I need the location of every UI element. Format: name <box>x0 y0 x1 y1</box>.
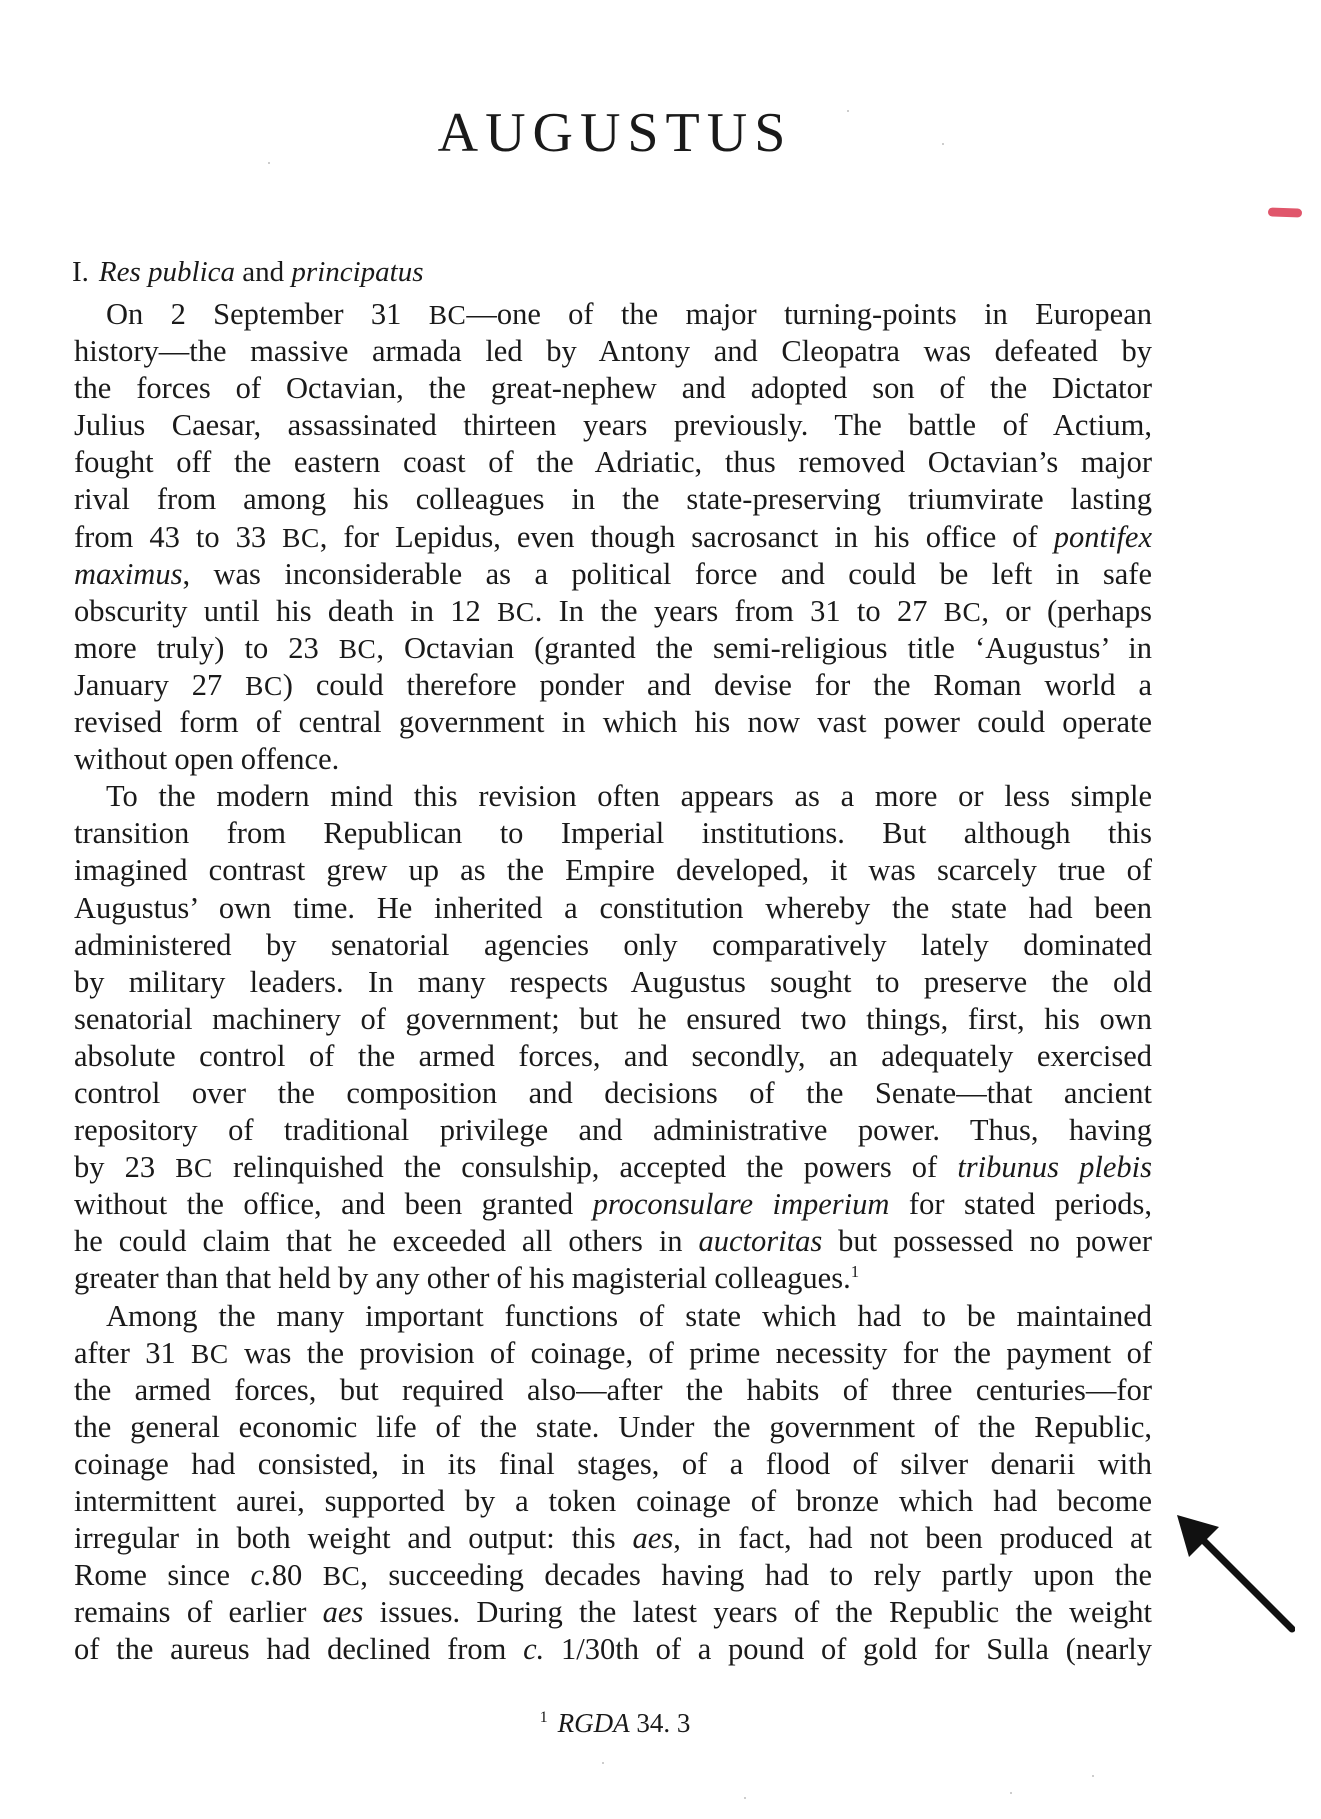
text-segment: fought off the eastern coast of the Adriatic, thus removed Octavian’s major <box>74 445 1152 480</box>
text-segment: tribunus plebis <box>957 1150 1152 1185</box>
text-segment: c. <box>523 1632 545 1667</box>
text-line <box>74 1260 1152 1297</box>
footnote <box>0 1708 1230 1739</box>
text-line <box>74 1001 1152 1038</box>
scan-speck <box>1010 1792 1012 1794</box>
text-segment: for stated periods, <box>889 1187 1152 1222</box>
text-segment: , succeeding decades having had to rely partly upon the <box>360 1558 1152 1593</box>
text-segment: , or (perhaps <box>981 593 1152 628</box>
scan-speck <box>268 162 270 164</box>
text-line <box>74 815 1152 852</box>
text-segment: BC <box>338 633 377 664</box>
text-segment: , Octavian (granted the semi-religious title ‘Augustus’ in <box>376 630 1152 665</box>
footnote-marker: 1 <box>539 1708 548 1726</box>
text-line <box>74 852 1152 889</box>
body-text <box>74 296 1152 1668</box>
text-segment: On 2 September 31 <box>106 297 429 331</box>
text-segment: BC <box>322 1561 361 1592</box>
text-segment: Among the many important functions of state which had to be maintained <box>106 1298 1152 1333</box>
text-line <box>74 296 1152 333</box>
text-segment: the forces of Octavian, the great-nephew and adopted son of the Dictator <box>74 371 1152 406</box>
text-segment: Augustus’ own time. He inherited a constitution whereby the state had been <box>74 890 1152 925</box>
text-segment: by 23 <box>74 1150 176 1185</box>
text-segment: repository of traditional privilege and administrative power. Thus, having <box>74 1113 1152 1148</box>
text-line <box>74 1149 1152 1186</box>
text-line <box>74 704 1152 741</box>
text-segment: 80 <box>271 1558 323 1593</box>
text-segment: , was inconsiderable as a political force and could be left in safe <box>182 556 1152 591</box>
text-segment: —one of the major turning-points in European <box>466 297 1152 331</box>
text-segment: BC <box>497 596 535 627</box>
text-line <box>74 407 1152 444</box>
text-segment: ) could therefore ponder and devise for the Roman world a <box>282 667 1152 702</box>
text-line <box>74 964 1152 1001</box>
text-segment: aes <box>632 1521 674 1556</box>
text-segment: Julius Caesar, assassinated thirteen years previously. The battle of Actium, <box>74 408 1152 443</box>
scan-speck <box>942 143 944 145</box>
text-segment: more truly) to 23 <box>74 630 339 665</box>
text-line <box>74 370 1152 407</box>
scan-speck <box>847 110 849 112</box>
text-segment: transition from Republican to Imperial institutions. But although this <box>74 816 1152 851</box>
text-line <box>74 1409 1152 1446</box>
text-line <box>74 667 1152 704</box>
text-segment: revised form of central government in which his now vast power could operate <box>74 705 1152 740</box>
text-segment: , for Lepidus, even though sacrosanct in his office of <box>319 519 1054 554</box>
text-segment: without open offence. <box>74 742 340 777</box>
text-segment: history—the massive armada led by Antony and Cleopatra was defeated by <box>74 334 1152 369</box>
text-line <box>74 741 1152 778</box>
text-line <box>74 1186 1152 1223</box>
text-segment: BC <box>175 1153 213 1184</box>
scan-speck <box>744 1797 746 1799</box>
text-segment: control over the composition and decisions of the Senate—that ancient <box>74 1075 1152 1110</box>
text-segment: BC <box>245 670 283 701</box>
text-segment: aes <box>322 1595 364 1630</box>
page-title: AUGUSTUS <box>437 102 793 164</box>
text-segment: January 27 <box>74 667 246 702</box>
paragraph <box>74 1298 1152 1669</box>
scan-speck <box>1092 1775 1094 1777</box>
arrow-annotation-icon <box>1175 1513 1295 1633</box>
text-segment: BC <box>943 596 982 627</box>
text-segment: obscurity until his death in 12 <box>74 593 498 628</box>
text-segment: pontifex <box>1053 519 1152 554</box>
paragraph <box>74 778 1152 1297</box>
text-line <box>74 333 1152 370</box>
text-line <box>74 1038 1152 1075</box>
text-segment: but possessed no power <box>822 1224 1152 1259</box>
text-segment: auctoritas <box>698 1224 823 1259</box>
text-line <box>74 1298 1152 1335</box>
text-segment: by military leaders. In many respects Augustus sought to preserve the old <box>74 964 1152 999</box>
text-segment: BC <box>428 300 467 330</box>
text-segment: from 43 to 33 <box>74 519 283 554</box>
text-segment: administered by senatorial agencies only comparatively lately dominated <box>74 927 1152 962</box>
text-segment: irregular in both weight and output: this <box>74 1521 633 1556</box>
text-segment: c. <box>250 1558 272 1593</box>
text-segment: greater than that held by any other of his magisterial colleagues. <box>74 1261 851 1296</box>
text-line <box>74 1557 1152 1594</box>
text-segment: . In the years from 31 to 27 <box>534 593 944 628</box>
text-segment: was the provision of coinage, of prime necessity for the payment of <box>228 1335 1152 1370</box>
text-line <box>74 1335 1152 1372</box>
scan-speck <box>602 1762 604 1764</box>
text-line <box>74 890 1152 927</box>
text-segment: the armed forces, but required also—after the habits of three centuries—for <box>74 1372 1152 1407</box>
text-segment: relinquished the consulship, accepted the powers of <box>212 1150 958 1185</box>
text-segment: coinage had consisted, in its final stages, of a flood of silver denarii with <box>74 1446 1152 1481</box>
paragraph <box>74 296 1152 778</box>
text-line <box>74 1594 1152 1631</box>
section-title-part: principatus <box>291 256 424 288</box>
text-segment: imagined contrast grew up as the Empire developed, it was scarcely true of <box>74 853 1152 888</box>
text-line <box>74 1075 1152 1112</box>
section-title-part: Res publica <box>98 256 236 288</box>
text-segment: senatorial machinery of government; but he ensured two things, first, his own <box>74 1001 1152 1036</box>
text-line <box>74 630 1152 667</box>
text-line <box>74 1483 1152 1520</box>
footnote-source: RGDA <box>557 1708 630 1738</box>
text-segment: of the aureus had declined from <box>74 1632 524 1667</box>
text-segment: BC <box>282 522 320 553</box>
section-title-part: and <box>235 256 292 288</box>
text-segment: issues. During the latest years of the Republic the weight <box>363 1595 1152 1630</box>
text-segment: he could claim that he exceeded all others in <box>74 1224 699 1259</box>
text-line <box>74 1112 1152 1149</box>
text-segment: the general economic life of the state. Under the government of the Republic, <box>74 1409 1152 1444</box>
text-line <box>74 1631 1152 1668</box>
text-line <box>74 593 1152 630</box>
text-line <box>74 778 1152 815</box>
text-segment: rival from among his colleagues in the state-preserving triumvirate lasting <box>74 482 1152 517</box>
text-segment: remains of earlier <box>74 1595 323 1630</box>
footnote-reference-marker: 1 <box>850 1262 860 1282</box>
text-segment: after 31 <box>74 1335 192 1370</box>
text-segment: without the office, and been granted <box>74 1187 593 1222</box>
red-highlight-mark <box>1268 207 1302 217</box>
text-segment: 1/30th of a pound of gold for Sulla (nearly <box>544 1632 1153 1667</box>
text-segment: intermittent aurei, supported by a token coinage of bronze which had become <box>74 1484 1152 1518</box>
text-segment: , in fact, had not been produced at <box>673 1521 1153 1556</box>
text-line <box>74 1520 1152 1557</box>
text-line <box>74 481 1152 518</box>
text-line <box>74 1223 1152 1260</box>
text-line <box>74 556 1152 593</box>
text-segment: To the modern mind this revision often appears as a more or less simple <box>106 779 1152 814</box>
footnote-reference: 34. 3 <box>629 1708 691 1738</box>
text-line <box>74 444 1152 481</box>
text-segment: BC <box>191 1338 229 1369</box>
text-line <box>74 519 1152 556</box>
section-number: I. <box>72 256 89 288</box>
section-heading <box>72 255 424 290</box>
text-segment: Rome since <box>74 1558 251 1593</box>
text-segment: proconsulare imperium <box>592 1187 890 1222</box>
text-line <box>74 927 1152 964</box>
text-line <box>74 1446 1152 1483</box>
text-line <box>74 1372 1152 1409</box>
text-segment: maximus <box>74 556 183 591</box>
text-segment: absolute control of the armed forces, and secondly, an adequately exercised <box>74 1038 1152 1073</box>
